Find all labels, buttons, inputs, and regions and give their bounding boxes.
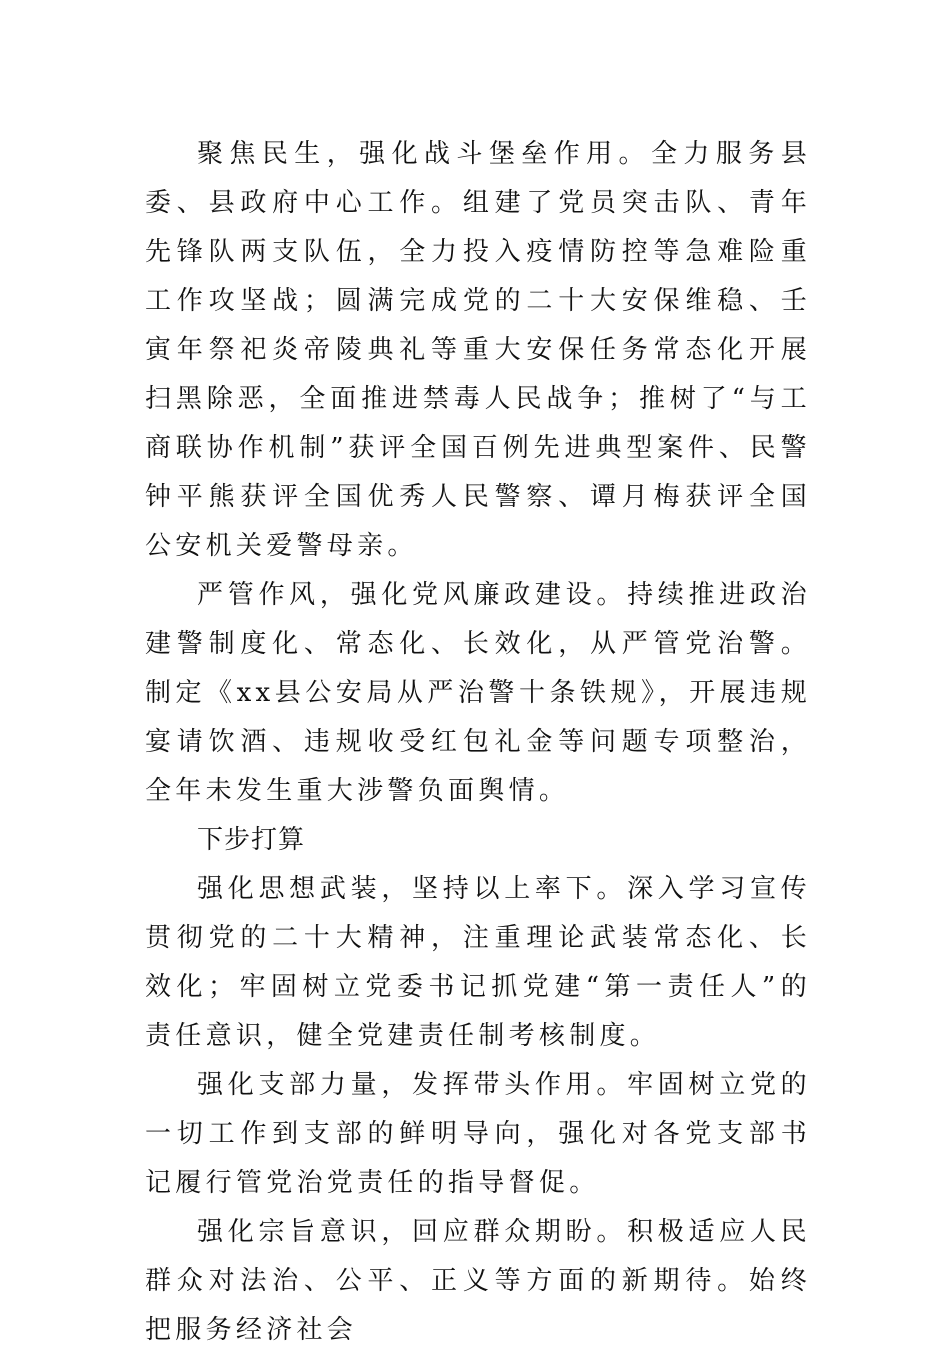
paragraph-conduct: 严管作风，强化党风廉政建设。持续推进政治建警制度化、常态化、长效化，从严管党治警。制定《xx县公安局从严治警十条铁规》，开展违规宴请饮酒、违规收受红包礼金等问题专项整治，全年未发生重大涉警负面舆情。	[145, 580, 811, 806]
paragraph-branch: 强化支部力量，发挥带头作用。牢固树立党的一切工作到支部的鲜明导向，强化对各党支部书记履行管党治党责任的指导督促。	[145, 1070, 811, 1198]
paragraph-livelihood: 聚焦民生，强化战斗堡垒作用。全力服务县委、县政府中心工作。组建了党员突击队、青年先锋队两支队伍，全力投入疫情防控等急难险重工作攻坚战；圆满完成党的二十大安保维稳、壬寅年祭祀炎帝陵典礼等重大安保任务常态化开展扫黑除恶，全面推进禁毒人民战争；推树了“与工商联协作机制”获评全国百例先进典型案件、民警钟平熊获评全国优秀人民警察、谭月梅获评全国公安机关爱警母亲。	[145, 139, 811, 561]
document-body	[145, 130, 811, 1355]
paragraph-purpose: 强化宗旨意识，回应群众期盼。积极适应人民群众对法治、公平、正义等方面的新期待。始终把服务经济社会	[145, 1217, 811, 1345]
section-heading-next-steps: 下步打算	[197, 825, 306, 855]
paragraph-ideology: 强化思想武装，坚持以上率下。深入学习宣传贯彻党的二十大精神，注重理论武装常态化、长效化；牢固树立党委书记抓党建“第一责任人”的责任意识，健全党建责任制考核制度。	[145, 874, 811, 1051]
